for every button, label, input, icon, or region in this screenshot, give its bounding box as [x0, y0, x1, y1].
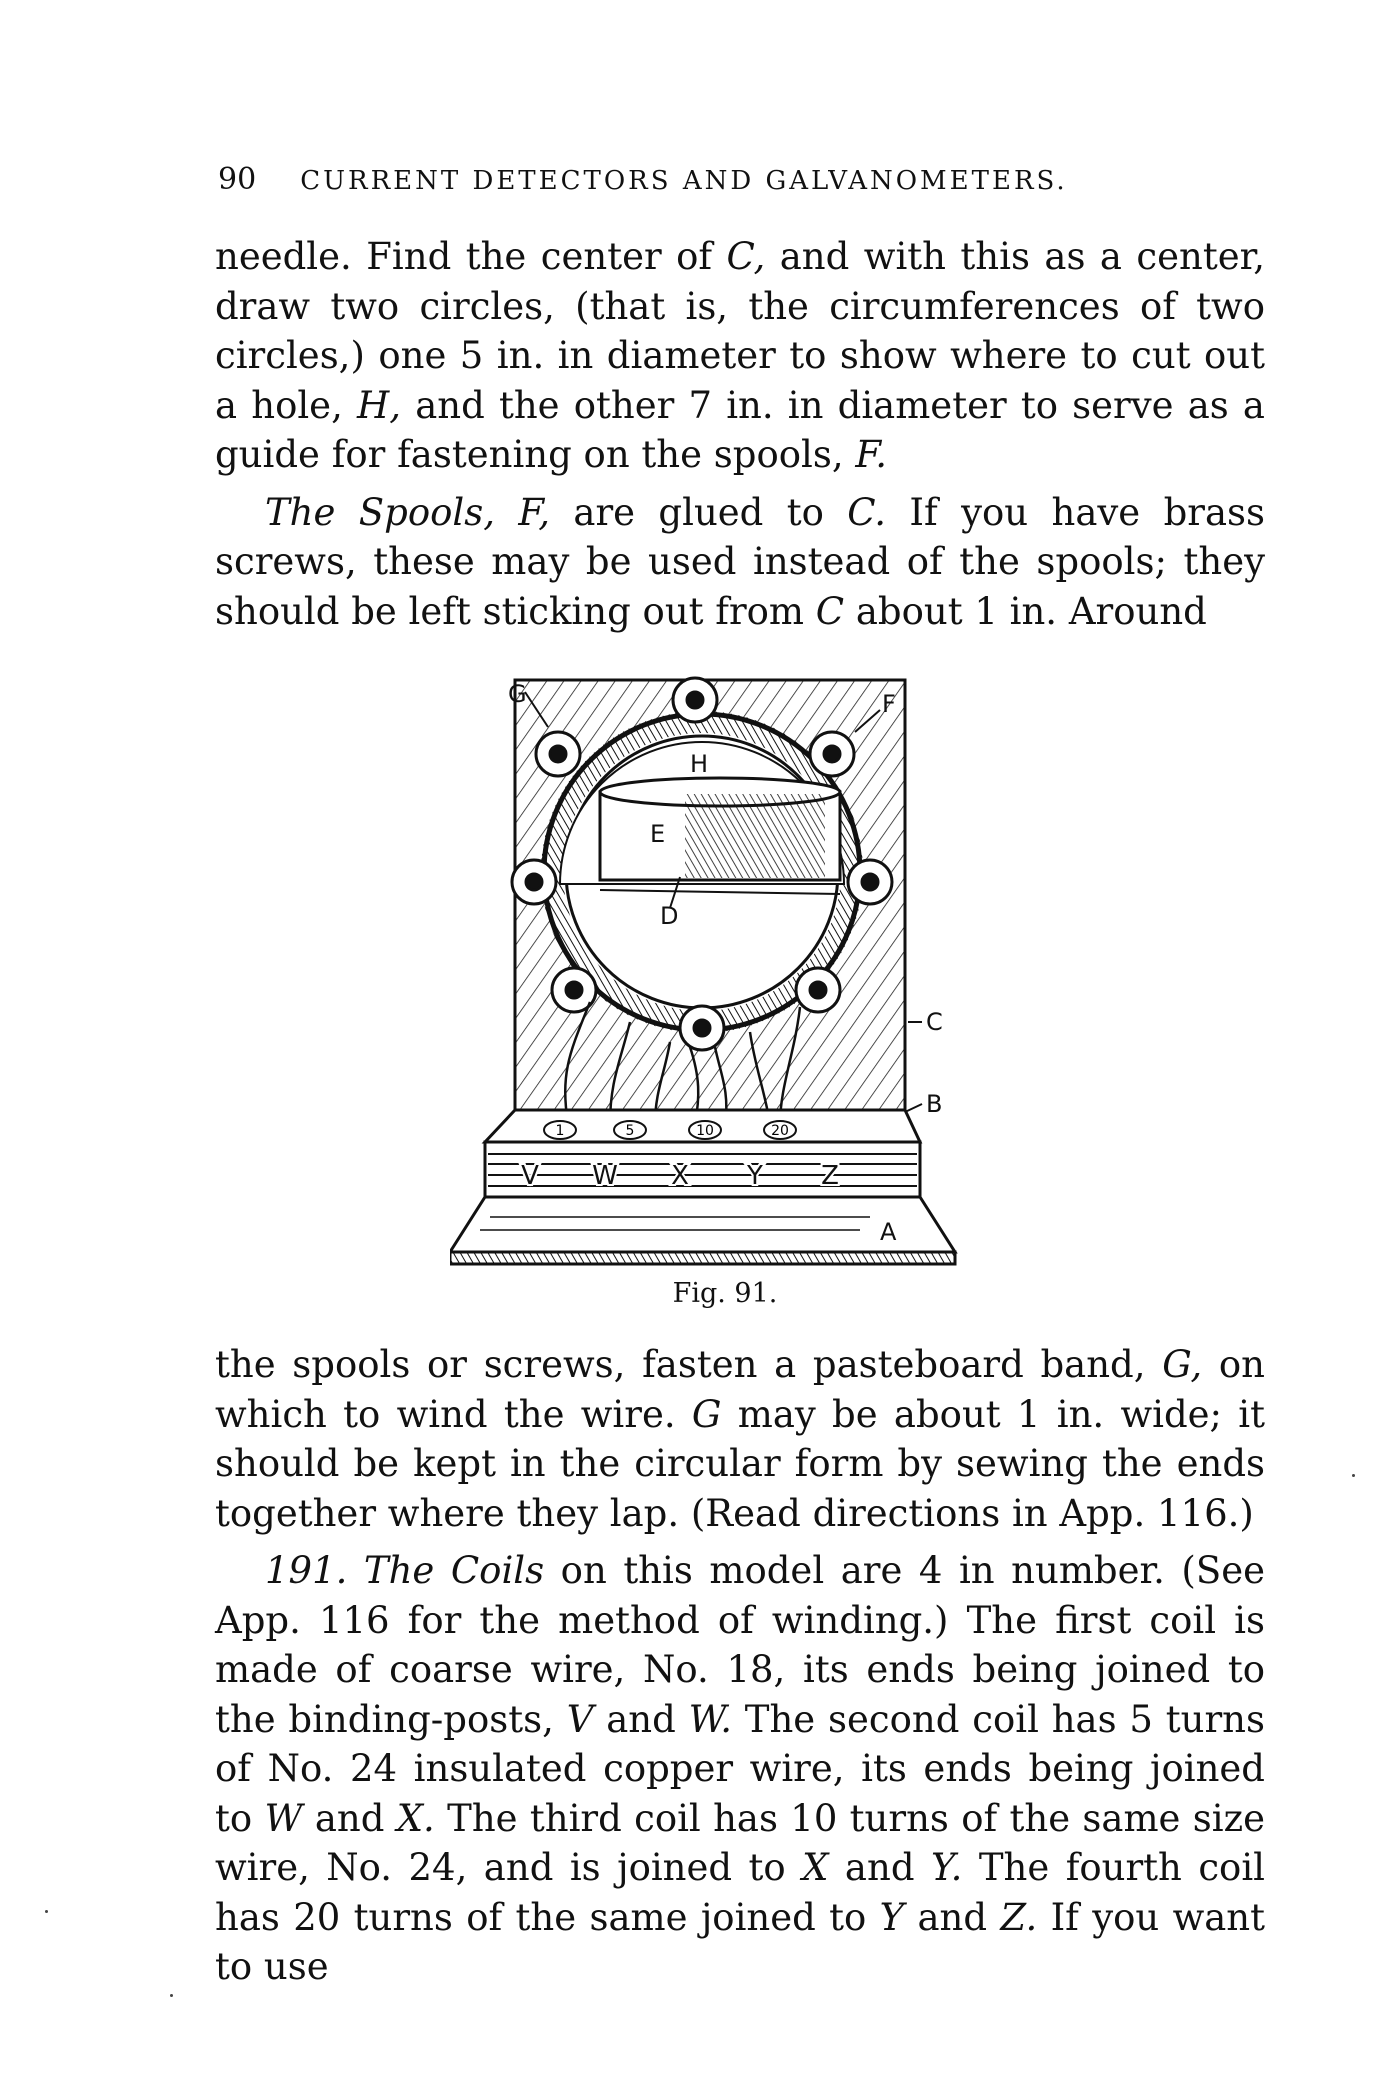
text-run: on this model are 4 in number. (See App. 116 for the method of winding.) The first coil is made of coarse wire, No. 18, its ends being joined to the binding-posts, — [215, 1549, 1265, 1741]
coil-tag-5: 5 — [625, 1123, 635, 1139]
text-run: The third coil has 10 turns of the same size wire, No. 24, and is joined to — [215, 1796, 1265, 1889]
text-run: and with this as a center, draw two circles, (that is, the circumferences of two circles,) one 5 in. in diameter to show where to cut out a hole, — [215, 235, 1265, 427]
text-block-upper — [215, 232, 1265, 636]
text-run: The second coil has 5 turns of No. 24 insulated copper wire, its ends being joined to — [215, 1697, 1265, 1840]
italic-ref: V — [566, 1697, 594, 1741]
post-label-y: Y — [747, 1161, 763, 1191]
text-block-lower — [215, 1340, 1265, 1992]
label-d: D — [660, 902, 679, 930]
italic-ref: W — [264, 1796, 303, 1840]
paper-speck — [170, 1994, 173, 1997]
paragraph-4 — [215, 1546, 1265, 1992]
paragraph-3 — [215, 1340, 1265, 1538]
paragraph-1 — [215, 232, 1265, 480]
text-run: and — [593, 1697, 689, 1741]
italic-ref: C. — [847, 490, 887, 534]
text-run: the spools or screws, fasten a pasteboard band, — [215, 1343, 1163, 1386]
italic-ref: X — [802, 1846, 829, 1889]
italic-ref: C, — [726, 235, 766, 278]
label-f: F — [882, 690, 896, 718]
italic-ref: G, — [1162, 1343, 1203, 1386]
text-run: are glued to — [550, 490, 848, 534]
post-label-z: Z — [821, 1161, 839, 1191]
label-g: G — [508, 680, 527, 708]
text-run: and — [302, 1796, 397, 1840]
post-label-v: V — [521, 1161, 539, 1191]
text-run: needle. Find the center of — [215, 235, 727, 278]
paragraph-2 — [215, 488, 1265, 637]
italic-ref: W. — [688, 1697, 732, 1741]
italic-ref: Y. — [930, 1846, 963, 1889]
italic-ref: X. — [396, 1796, 435, 1840]
paper-speck — [45, 1910, 48, 1913]
figure-91-galvanometer — [450, 672, 960, 1272]
label-b: B — [926, 1090, 943, 1118]
text-run: and the other 7 in. in diameter to serve as a guide for fastening on the spools, — [215, 383, 1265, 476]
italic-heading: The Spools, F, — [265, 490, 551, 534]
italic-ref: C — [815, 589, 845, 633]
paper-speck — [1352, 1474, 1355, 1477]
coil-tag-20: 20 — [771, 1123, 789, 1139]
italic-ref: H, — [357, 383, 402, 427]
post-label-w: W — [592, 1161, 618, 1191]
italic-heading: 191. The Coils — [265, 1549, 545, 1592]
running-header — [218, 162, 1168, 197]
text-run: If you want to use — [215, 1895, 1266, 1988]
text-run: and — [904, 1895, 1001, 1939]
galvanometer-illustration — [450, 672, 960, 1272]
italic-ref: F. — [855, 433, 888, 476]
text-run: and — [828, 1846, 931, 1889]
italic-ref: Y — [879, 1895, 905, 1939]
page-number: 90 — [218, 162, 257, 197]
coil-tag-10: 10 — [696, 1123, 714, 1139]
post-label-x: X — [671, 1161, 689, 1191]
italic-ref: Z. — [1000, 1895, 1038, 1939]
label-c: C — [926, 1008, 943, 1036]
figure-caption: Fig. 91. — [672, 1278, 778, 1309]
running-title: CURRENT DETECTORS AND GALVANOMETERS. — [300, 166, 1068, 196]
label-e: E — [650, 820, 666, 848]
block-b — [485, 1142, 920, 1197]
coil-tag-1: 1 — [555, 1123, 565, 1139]
text-run: on which to wind the wire. — [215, 1343, 1265, 1436]
label-h: H — [690, 750, 709, 778]
text-run: The fourth coil has 20 turns of the same joined to — [215, 1846, 1265, 1939]
text-run: about 1 in. Around — [844, 589, 1207, 633]
text-run: If you have brass screws, these may be used instead of the spools; they should be left sticking out from — [215, 490, 1265, 633]
italic-ref: G — [691, 1392, 722, 1436]
text-run: may be about 1 in. wide; it should be kept in the circular form by sewing the ends together where they lap. (Read directions in App. 116.) — [215, 1392, 1265, 1535]
label-a: A — [880, 1218, 897, 1246]
